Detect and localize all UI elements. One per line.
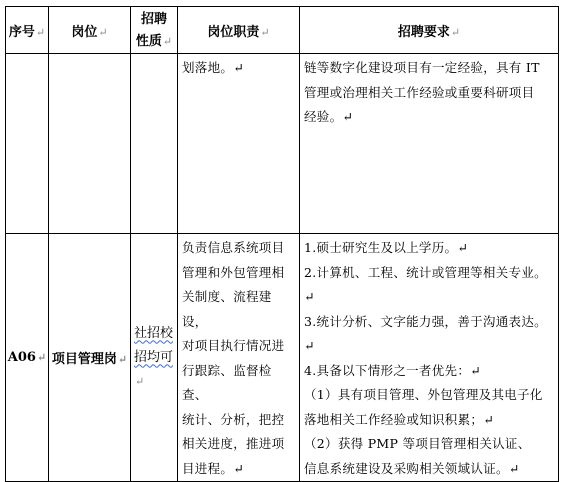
duty-line: 对项目执行情况进: [182, 338, 285, 353]
paragraph-mark: ↵: [260, 25, 270, 39]
paragraph-mark: ↵: [36, 351, 47, 364]
cell-nature-a06: [131, 234, 178, 482]
position-value: 项目管理岗: [51, 352, 117, 367]
seq-value: A06: [7, 350, 36, 365]
requirement-line: （2）获得 PMP 等项目管理相关认证、: [304, 436, 531, 451]
duty-line: 关制度、流程建设，: [182, 289, 272, 329]
header-position: [49, 7, 131, 54]
paragraph-mark: ↵: [162, 35, 173, 48]
nature-line2: 招均可: [134, 349, 174, 365]
recruitment-table: [5, 6, 559, 482]
header-seq-label: 序号: [8, 24, 35, 40]
duty-line: 划落地。↵: [182, 60, 244, 75]
duty-line: 管理和外包管理相: [182, 264, 285, 280]
header-duty: [178, 7, 300, 54]
duty-line: 行跟踪、监督检查、: [182, 362, 272, 402]
header-position-label: 岗位: [71, 24, 98, 40]
requirement-line: 3.统计分析、文字能力强，善于沟通表达。↵: [304, 313, 547, 353]
header-nature-line1: 招聘: [140, 12, 167, 27]
requirement-line: 信息系统建设及采购相关领域认证。↵: [304, 460, 520, 476]
cell-nature-empty: [131, 54, 178, 234]
cell-seq-empty: [6, 54, 49, 234]
header-row: [6, 7, 559, 54]
paragraph-mark: ↵: [135, 374, 145, 388]
requirement-line: 1.硕士研究生及以上学历。↵: [304, 240, 469, 255]
header-seq: [6, 7, 49, 54]
cell-duty-a06: [178, 234, 300, 482]
cell-requirement-a06: [300, 234, 559, 482]
requirement-line: 落地相关工作经验或知识积累；↵: [304, 411, 494, 427]
cell-duty-continued: [178, 54, 300, 234]
cell-seq-a06: [6, 234, 49, 482]
paragraph-mark: ↵: [98, 25, 108, 39]
paragraph-mark: ↵: [117, 353, 128, 366]
requirement-line: 管理或治理相关工作经验或重要科研项目: [304, 84, 535, 100]
cell-position-a06: [49, 234, 131, 482]
paragraph-mark: ↵: [450, 25, 461, 39]
requirement-line: 4.具备以下情形之一者优先：↵: [304, 362, 481, 378]
duty-line: 负责信息系统项目: [182, 240, 285, 255]
nature-line1: 社招校: [134, 325, 174, 341]
cell-position-empty: [49, 54, 131, 234]
duty-line: 相关进度，推进项: [182, 436, 285, 451]
header-nature-line2: 性质: [135, 34, 162, 49]
requirement-line: 2.计算机、工程、统计或管理等相关专业。↵: [304, 264, 547, 304]
header-nature: [131, 7, 178, 54]
header-requirement: [300, 7, 559, 54]
duty-line: 统计、分析，把控: [182, 411, 285, 427]
cell-requirement-continued: [300, 54, 559, 234]
header-requirement-label: 招聘要求: [397, 24, 450, 40]
paragraph-mark: ↵: [35, 25, 46, 39]
table-row-a06: [6, 234, 559, 482]
requirement-line: （1）具有项目管理、外包管理及其电子化: [304, 387, 543, 402]
duty-line: 目进程。↵: [182, 460, 244, 476]
table-row-continued: [6, 54, 559, 234]
requirement-line: 链等数字化建设项目有一定经验，具有 IT: [304, 60, 540, 75]
requirement-line: 经验。↵: [304, 109, 354, 124]
header-duty-label: 岗位职责: [207, 24, 260, 40]
